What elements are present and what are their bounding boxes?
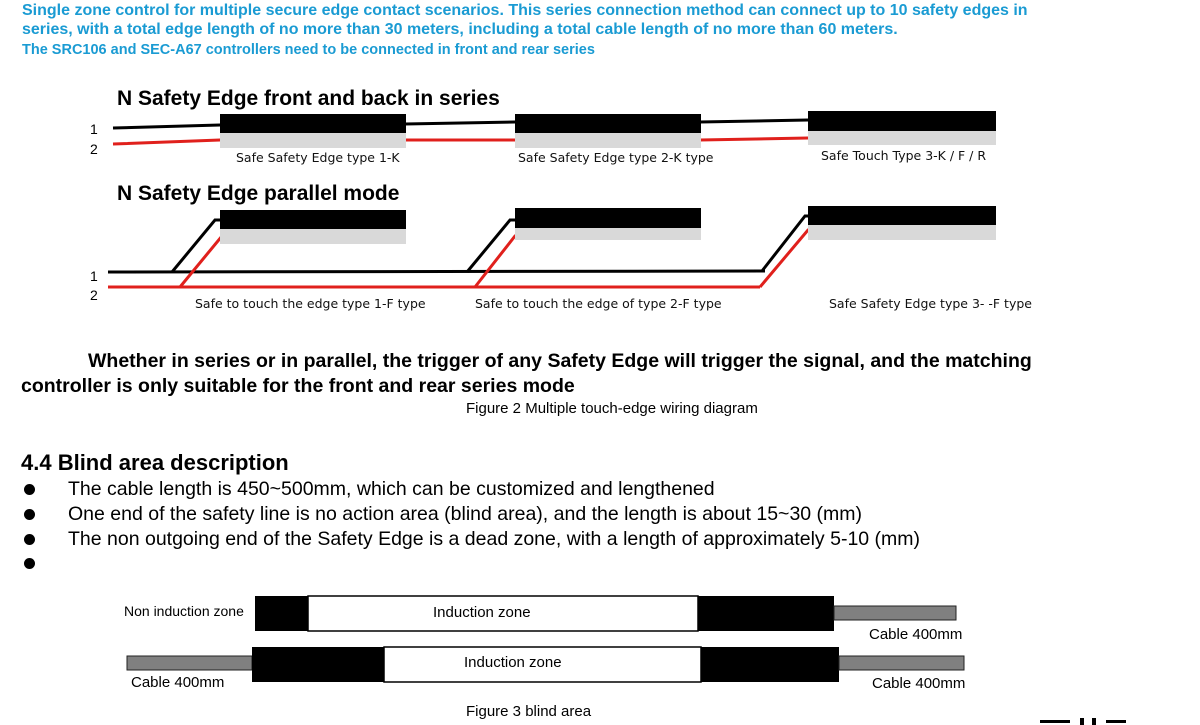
series-wire-red — [113, 138, 808, 144]
series-diagram-title: N Safety Edge front and back in series — [117, 87, 500, 110]
series-edge-3-black — [808, 111, 996, 131]
series-edge-2-gray — [515, 133, 701, 148]
figure-2-caption: Figure 2 Multiple touch-edge wiring diagram — [466, 400, 758, 417]
top-right-zone-label: Non induction zone — [706, 608, 826, 624]
series-wire-1-label: 1 — [90, 121, 98, 137]
parallel-edge-1-label: Safe to touch the edge type 1-F type — [195, 296, 426, 311]
parallel-diagram-title: N Safety Edge parallel mode — [117, 182, 400, 205]
parallel-wire-2-label: 2 — [90, 287, 98, 303]
parallel-edge-2-label: Safe to touch the edge of type 2-F type — [475, 296, 722, 311]
bottom-right-zone-label: Non induction zone — [711, 659, 831, 675]
blind-area-top-bar — [255, 596, 956, 631]
summary-line-2: controller is only suitable for the front and rear series mode — [21, 375, 575, 397]
parallel-edge-1-black — [220, 210, 406, 229]
series-wire-black — [113, 120, 808, 128]
bottom-right-cable — [839, 656, 964, 670]
parallel-bus-black — [108, 271, 765, 272]
series-edge-3-label: Safe Touch Type 3-K / F / R — [821, 148, 987, 163]
parallel-diagram — [108, 206, 996, 287]
intro-line-3: The SRC106 and SEC-A67 controllers need to be connected in front and rear series — [22, 42, 595, 58]
intro-line-1: Single zone control for multiple secure edge contact scenarios. This series connection method can connect up to 10 safety edges in — [22, 2, 1028, 19]
series-edge-2-label: Safe Safety Edge type 2-K type — [518, 150, 714, 165]
parallel-edge-3-label: Safe Safety Edge type 3- -F type — [829, 296, 1032, 311]
series-diagram — [113, 111, 996, 148]
series-edge-1-label: Safe Safety Edge type 1-K — [236, 150, 400, 165]
bullet-text-3: The non outgoing end of the Safety Edge is a dead zone, with a length of approximately 5-10 (mm) — [68, 528, 921, 550]
top-cable — [834, 606, 956, 620]
summary-line-1: Whether in series or in parallel, the trigger of any Safety Edge will trigger the signal, and the matching — [88, 350, 1032, 372]
bullet-dot-1 — [24, 484, 35, 495]
bullet-dot-2 — [24, 509, 35, 520]
series-wire-2-label: 2 — [90, 141, 98, 157]
parallel-branch-2-red — [475, 236, 520, 287]
series-edge-1-gray — [220, 133, 406, 148]
parallel-edge-3-gray — [808, 225, 996, 240]
parallel-branch-3-black — [762, 216, 815, 271]
bottom-right-cable-label: Cable 400mm — [872, 675, 966, 692]
bottom-induction-label: Induction zone — [464, 654, 562, 671]
parallel-edge-2-gray — [515, 228, 701, 240]
series-edge-3-gray — [808, 131, 996, 145]
parallel-edge-3-black — [808, 206, 996, 225]
series-edge-1-black — [220, 114, 406, 133]
top-induction-label: Induction zone — [433, 604, 531, 621]
bottom-left-zone-label: Non induction zone — [255, 653, 375, 669]
section-title: 4.4 Blind area description — [21, 450, 289, 475]
top-cable-label: Cable 400mm — [869, 626, 963, 643]
bullet-text-2: One end of the safety line is no action area (blind area), and the length is about 15~30 (mm) — [68, 503, 863, 525]
figure-3-caption: Figure 3 blind area — [466, 703, 592, 720]
top-left-black-block — [255, 596, 308, 631]
bottom-left-cable-label: Cable 400mm — [131, 674, 225, 691]
series-edge-2-black — [515, 114, 701, 133]
cropped-text-fragment — [1040, 718, 1126, 725]
parallel-wire-1-label: 1 — [90, 268, 98, 284]
bullet-dot-3 — [24, 534, 35, 545]
intro-line-2: series, with a total edge length of no more than 30 meters, including a total cable length of no more than 60 meters. — [22, 21, 898, 38]
top-left-zone-label: Non induction zone — [124, 603, 244, 619]
bottom-left-cable — [127, 656, 252, 670]
parallel-edge-2-black — [515, 208, 701, 228]
parallel-edge-1-gray — [220, 229, 406, 244]
bullet-dot-4 — [24, 558, 35, 569]
bullet-text-1: The cable length is 450~500mm, which can be customized and lengthened — [68, 478, 715, 500]
